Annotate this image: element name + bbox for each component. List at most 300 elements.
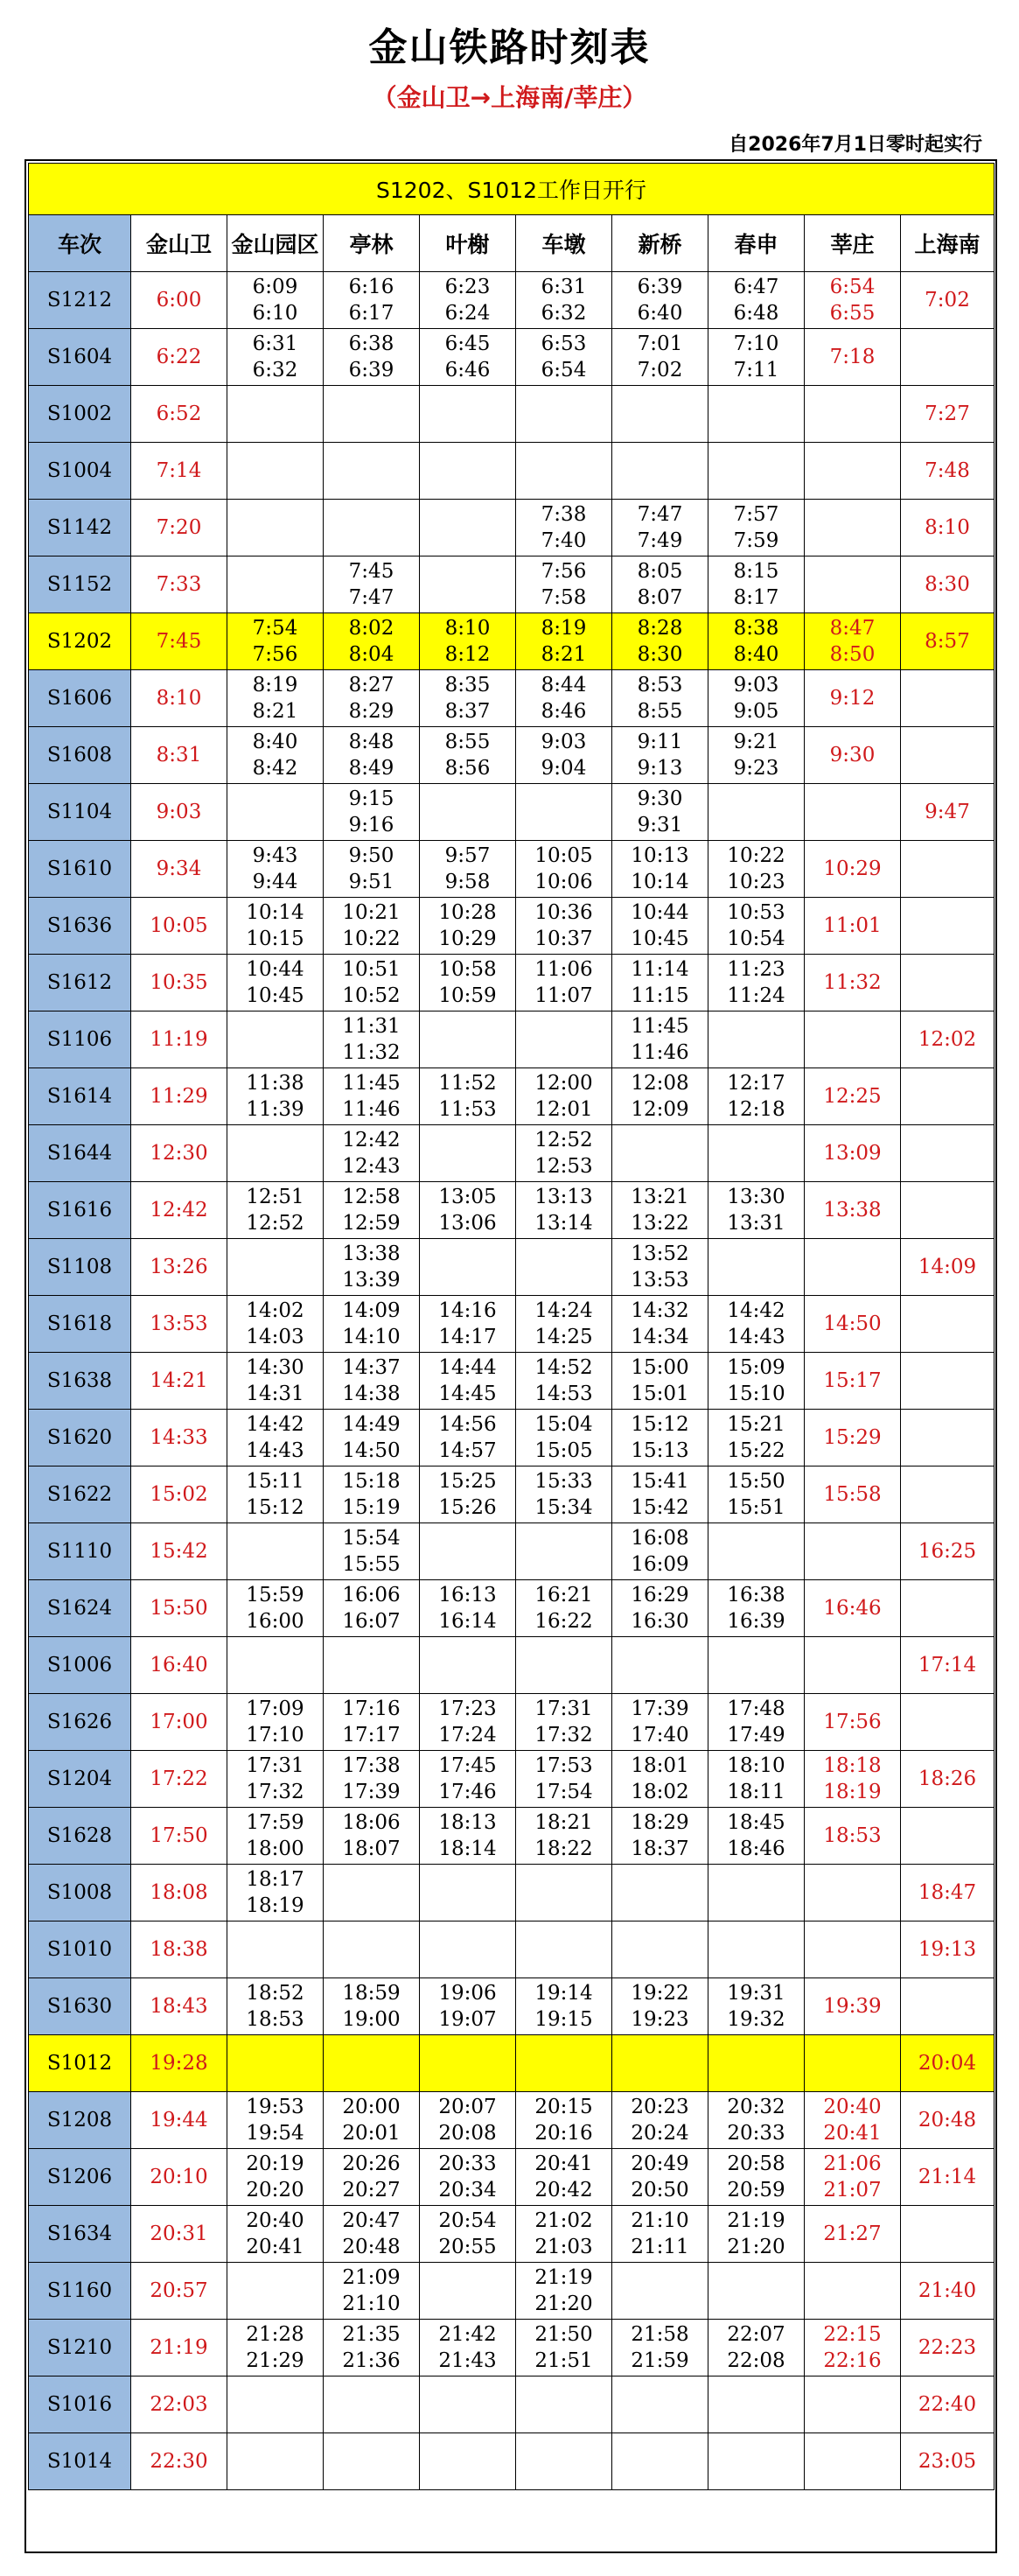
time-value: 20:40 [246,2209,304,2232]
time-value: 13:22 [631,1212,689,1235]
time-value: 16:14 [438,1610,497,1633]
time-value: 8:15 [733,560,779,583]
cell-tinglin [324,1865,420,1922]
time-value: 16:08 [631,1527,689,1550]
time-value: 14:53 [534,1382,593,1405]
time-value: 13:14 [534,1212,593,1235]
cell-chunshen [708,955,805,1012]
table-row [29,1808,995,1865]
cell-train-number: S1644 [29,1125,131,1182]
time-value: 20:50 [631,2179,689,2202]
cell-xinzhuang [805,500,901,556]
cell-jinshan-park [227,2376,324,2433]
cell-xinzhuang [805,2376,901,2433]
time-value: 18:10 [727,1754,785,1777]
time-value: 12:18 [727,1098,785,1121]
time-value: 19:53 [246,2096,304,2118]
time-value: 7:57 [733,503,779,526]
cell-shanghai-south [901,1694,995,1751]
cell-xinqiao [612,1978,708,2035]
table-row [29,2149,995,2206]
time-value: 15:11 [246,1470,304,1493]
cell-xinzhuang [805,1637,901,1694]
col-header-tinglin: 亭林 [324,215,420,272]
time-value: 18:45 [727,1811,785,1834]
cell-chedun [516,2035,612,2092]
time-value: 21:02 [534,2209,593,2232]
time-value: 17:16 [342,1698,401,1720]
time-value: 14:50 [823,1312,882,1335]
time-value: 15:42 [631,1496,689,1519]
cell-jinshanwei: 7:14 [131,443,227,500]
time-value: 18:13 [438,1811,497,1834]
time-value: 8:30 [637,643,683,666]
cell-shanghai-south [901,1580,995,1637]
cell-train-number: S1012 [29,2035,131,2092]
cell-chunshen [708,1410,805,1466]
timetable [28,163,995,2490]
cell-chedun [516,1637,612,1694]
time-value: 9:44 [252,871,298,893]
cell-xinqiao [612,2433,708,2490]
time-value: 14:03 [246,1326,304,1348]
cell-shanghai-south [901,2206,995,2263]
cell-shanghai-south [901,841,995,898]
time-value: 9:15 [348,788,394,810]
time-value: 19:22 [631,1982,689,2005]
time-value: 6:09 [252,276,298,298]
time-value: 8:07 [637,586,683,609]
cell-xinzhuang [805,2092,901,2149]
col-header-yexie: 叶榭 [420,215,516,272]
time-value: 21:43 [438,2349,497,2372]
time-value: 18:07 [342,1838,401,1860]
cell-xinzhuang [805,841,901,898]
cell-yexie [420,1978,516,2035]
cell-jinshanwei: 20:57 [131,2263,227,2320]
time-value: 7:47 [348,586,394,609]
cell-xinzhuang [805,329,901,386]
cell-xinqiao [612,955,708,1012]
cell-train-number: S1210 [29,2320,131,2376]
cell-jinshan-park [227,443,324,500]
time-value: 7:11 [733,359,779,382]
time-value: 9:43 [252,844,298,867]
cell-xinzhuang [805,784,901,841]
time-value: 18:29 [631,1811,689,1834]
cell-jinshan-park [227,841,324,898]
time-value: 18:14 [438,1838,497,1860]
cell-chunshen [708,556,805,613]
cell-tinglin [324,1751,420,1808]
cell-chunshen [708,1068,805,1125]
cell-xinzhuang [805,613,901,670]
cell-xinqiao [612,2035,708,2092]
time-value: 13:30 [727,1186,785,1208]
time-value: 8:55 [637,700,683,723]
time-value: 17:49 [727,1724,785,1746]
time-value: 6:55 [829,302,876,325]
time-value: 14:42 [727,1299,785,1322]
table-row [29,1751,995,1808]
cell-shanghai-south: 17:14 [901,1637,995,1694]
cell-xinqiao [612,1353,708,1410]
time-value: 10:54 [727,928,785,950]
cell-yexie [420,1751,516,1808]
time-value: 14:10 [342,1326,401,1348]
cell-train-number: S1618 [29,1296,131,1353]
cell-tinglin [324,1466,420,1523]
cell-tinglin [324,1353,420,1410]
cell-xinqiao [612,1125,708,1182]
time-value: 15:04 [534,1413,593,1436]
cell-train-number: S1634 [29,2206,131,2263]
time-value: 16:00 [246,1610,304,1633]
cell-xinqiao [612,1922,708,1978]
cell-jinshanwei: 20:10 [131,2149,227,2206]
time-value: 6:40 [637,302,683,325]
time-value: 11:23 [727,958,785,981]
cell-xinzhuang [805,1751,901,1808]
time-value: 15:34 [534,1496,593,1519]
cell-train-number: S1004 [29,443,131,500]
time-value: 6:45 [444,332,491,355]
table-row [29,1068,995,1125]
cell-chedun [516,386,612,443]
cell-train-number: S1614 [29,1068,131,1125]
time-value: 21:29 [246,2349,304,2372]
time-value: 7:40 [541,529,587,552]
cell-xinqiao [612,1296,708,1353]
cell-jinshan-park [227,898,324,955]
time-value: 10:53 [727,901,785,924]
cell-chunshen [708,443,805,500]
cell-shanghai-south: 12:02 [901,1012,995,1068]
cell-chunshen [708,1239,805,1296]
time-value: 6:24 [444,302,491,325]
time-value: 17:48 [727,1698,785,1720]
cell-tinglin [324,1182,420,1239]
cell-jinshan-park [227,1865,324,1922]
cell-jinshan-park [227,1239,324,1296]
time-value: 8:21 [541,643,587,666]
time-value: 6:54 [829,276,876,298]
time-value: 6:10 [252,302,298,325]
time-value: 19:31 [727,1982,785,2005]
time-value: 21:28 [246,2323,304,2346]
time-value: 20:54 [438,2209,497,2232]
time-value: 9:30 [829,744,876,766]
cell-yexie [420,500,516,556]
cell-xinzhuang [805,1125,901,1182]
cell-chedun [516,2149,612,2206]
cell-xinzhuang [805,1466,901,1523]
cell-xinqiao [612,2320,708,2376]
cell-jinshanwei: 8:31 [131,727,227,784]
cell-chunshen [708,1466,805,1523]
table-row [29,1125,995,1182]
cell-train-number: S1206 [29,2149,131,2206]
time-value: 15:58 [823,1483,882,1506]
cell-shanghai-south [901,1296,995,1353]
time-value: 11:32 [342,1041,401,1064]
cell-tinglin [324,670,420,727]
time-value: 20:27 [342,2179,401,2202]
table-row [29,1922,995,1978]
time-value: 18:59 [342,1982,401,2005]
cell-train-number: S1608 [29,727,131,784]
col-header-chedun: 车墩 [516,215,612,272]
cell-chedun [516,1751,612,1808]
cell-chedun [516,2092,612,2149]
table-row [29,500,995,556]
cell-yexie [420,2206,516,2263]
cell-tinglin [324,329,420,386]
time-value: 16:07 [342,1610,401,1633]
col-header-shanghai-south: 上海南 [901,215,995,272]
cell-xinzhuang [805,727,901,784]
cell-jinshanwei: 15:50 [131,1580,227,1637]
time-value: 21:20 [534,2292,593,2315]
cell-shanghai-south [901,670,995,727]
time-value: 8:29 [348,700,394,723]
cell-xinqiao [612,1182,708,1239]
time-value: 10:14 [246,901,304,924]
time-value: 9:03 [541,731,587,753]
cell-tinglin [324,2035,420,2092]
time-value: 11:24 [727,984,785,1007]
time-value: 13:31 [727,1212,785,1235]
cell-xinzhuang [805,1922,901,1978]
cell-chedun [516,1353,612,1410]
time-value: 17:53 [534,1754,593,1777]
time-value: 14:38 [342,1382,401,1405]
time-value: 11:52 [438,1072,497,1095]
time-value: 13:38 [342,1242,401,1265]
cell-tinglin [324,898,420,955]
time-value: 21:09 [342,2266,401,2289]
cell-chedun [516,1922,612,1978]
time-value: 7:45 [348,560,394,583]
time-value: 10:28 [438,901,497,924]
cell-chedun [516,841,612,898]
cell-tinglin [324,1012,420,1068]
cell-xinzhuang [805,1068,901,1125]
cell-chedun [516,613,612,670]
time-value: 14:43 [246,1439,304,1462]
time-value: 18:21 [534,1811,593,1834]
cell-train-number: S1110 [29,1523,131,1580]
time-value: 8:38 [733,617,779,640]
time-value: 6:32 [252,359,298,382]
cell-chedun [516,1125,612,1182]
time-value: 12:17 [727,1072,785,1095]
time-value: 8:35 [444,674,491,696]
cell-xinqiao [612,613,708,670]
cell-chedun [516,1580,612,1637]
cell-chunshen [708,841,805,898]
cell-yexie [420,1125,516,1182]
cell-shanghai-south: 16:25 [901,1523,995,1580]
time-value: 14:49 [342,1413,401,1436]
time-value: 20:26 [342,2152,401,2175]
time-value: 11:14 [631,958,689,981]
cell-train-number: S1612 [29,955,131,1012]
cell-jinshanwei: 13:53 [131,1296,227,1353]
cell-chunshen [708,1523,805,1580]
time-value: 6:31 [252,332,298,355]
cell-chunshen [708,1978,805,2035]
time-value: 9:51 [348,871,394,893]
cell-xinzhuang [805,1523,901,1580]
table-row [29,1182,995,1239]
time-value: 15:21 [727,1413,785,1436]
time-value: 16:13 [438,1584,497,1606]
cell-shanghai-south: 22:23 [901,2320,995,2376]
time-value: 17:17 [342,1724,401,1746]
time-value: 21:06 [823,2152,882,2175]
time-value: 19:23 [631,2008,689,2031]
cell-chedun [516,2263,612,2320]
time-value: 18:53 [246,2008,304,2031]
time-value: 8:17 [733,586,779,609]
cell-jinshanwei: 18:43 [131,1978,227,2035]
time-value: 20:59 [727,2179,785,2202]
time-value: 21:51 [534,2349,593,2372]
workday-banner: S1202、S1012工作日开行 [29,164,995,215]
cell-xinzhuang [805,2320,901,2376]
time-value: 15:33 [534,1470,593,1493]
cell-train-number: S1212 [29,272,131,329]
cell-shanghai-south: 22:40 [901,2376,995,2433]
cell-yexie [420,613,516,670]
time-value: 8:53 [637,674,683,696]
cell-yexie [420,1694,516,1751]
cell-tinglin [324,1580,420,1637]
cell-shanghai-south [901,1125,995,1182]
time-value: 20:40 [823,2096,882,2118]
cell-shanghai-south: 21:40 [901,2263,995,2320]
cell-shanghai-south: 19:13 [901,1922,995,1978]
cell-jinshanwei: 20:31 [131,2206,227,2263]
col-header-jinshan-park: 金山园区 [227,215,324,272]
cell-yexie [420,272,516,329]
cell-tinglin [324,1978,420,2035]
time-value: 17:45 [438,1754,497,1777]
time-value: 21:50 [534,2323,593,2346]
time-value: 22:15 [823,2323,882,2346]
cell-jinshan-park [227,1466,324,1523]
cell-yexie [420,443,516,500]
cell-xinqiao [612,1751,708,1808]
cell-train-number: S1606 [29,670,131,727]
time-value: 8:55 [444,731,491,753]
time-value: 12:52 [246,1212,304,1235]
time-value: 20:58 [727,2152,785,2175]
cell-train-number: S1010 [29,1922,131,1978]
time-value: 15:01 [631,1382,689,1405]
cell-xinqiao [612,2263,708,2320]
cell-chedun [516,955,612,1012]
time-value: 7:10 [733,332,779,355]
time-value: 10:29 [438,928,497,950]
cell-shanghai-south: 18:26 [901,1751,995,1808]
cell-shanghai-south [901,1808,995,1865]
cell-jinshan-park [227,329,324,386]
time-value: 20:23 [631,2096,689,2118]
time-value: 12:58 [342,1186,401,1208]
cell-yexie [420,386,516,443]
time-value: 20:20 [246,2179,304,2202]
time-value: 10:29 [823,858,882,880]
cell-chedun [516,1068,612,1125]
time-value: 13:06 [438,1212,497,1235]
time-value: 9:58 [444,871,491,893]
cell-jinshan-park [227,2149,324,2206]
time-value: 13:13 [534,1186,593,1208]
time-value: 15:17 [823,1369,882,1392]
cell-tinglin [324,443,420,500]
cell-jinshanwei: 6:22 [131,329,227,386]
time-value: 17:38 [342,1754,401,1777]
cell-xinzhuang [805,1410,901,1466]
cell-chedun [516,1523,612,1580]
cell-xinqiao [612,2149,708,2206]
cell-xinzhuang [805,1580,901,1637]
cell-jinshan-park [227,784,324,841]
cell-chunshen [708,1808,805,1865]
cell-chedun [516,1182,612,1239]
time-value: 21:10 [342,2292,401,2315]
cell-yexie [420,1808,516,1865]
time-value: 7:47 [637,503,683,526]
cell-jinshanwei: 7:45 [131,613,227,670]
table-row [29,1296,995,1353]
table-row [29,670,995,727]
table-row [29,841,995,898]
cell-chunshen [708,2092,805,2149]
cell-yexie [420,898,516,955]
time-value: 21:58 [631,2323,689,2346]
cell-jinshanwei: 14:33 [131,1410,227,1466]
cell-jinshan-park [227,1296,324,1353]
time-value: 6:38 [348,332,394,355]
cell-chunshen [708,386,805,443]
cell-xinzhuang [805,1978,901,2035]
time-value: 17:31 [534,1698,593,1720]
time-value: 18:00 [246,1838,304,1860]
cell-chedun [516,727,612,784]
time-value: 12:09 [631,1098,689,1121]
time-value: 7:56 [541,560,587,583]
table-row [29,1694,995,1751]
cell-xinqiao [612,1068,708,1125]
time-value: 6:48 [733,302,779,325]
col-header-train: 车次 [29,215,131,272]
time-value: 17:09 [246,1698,304,1720]
time-value: 19:07 [438,2008,497,2031]
time-value: 19:32 [727,2008,785,2031]
time-value: 15:54 [342,1527,401,1550]
cell-yexie [420,1068,516,1125]
time-value: 8:27 [348,674,394,696]
time-value: 14:50 [342,1439,401,1462]
cell-jinshanwei: 22:03 [131,2376,227,2433]
time-value: 20:19 [246,2152,304,2175]
cell-jinshanwei: 10:05 [131,898,227,955]
cell-train-number: S1636 [29,898,131,955]
time-value: 6:32 [541,302,587,325]
